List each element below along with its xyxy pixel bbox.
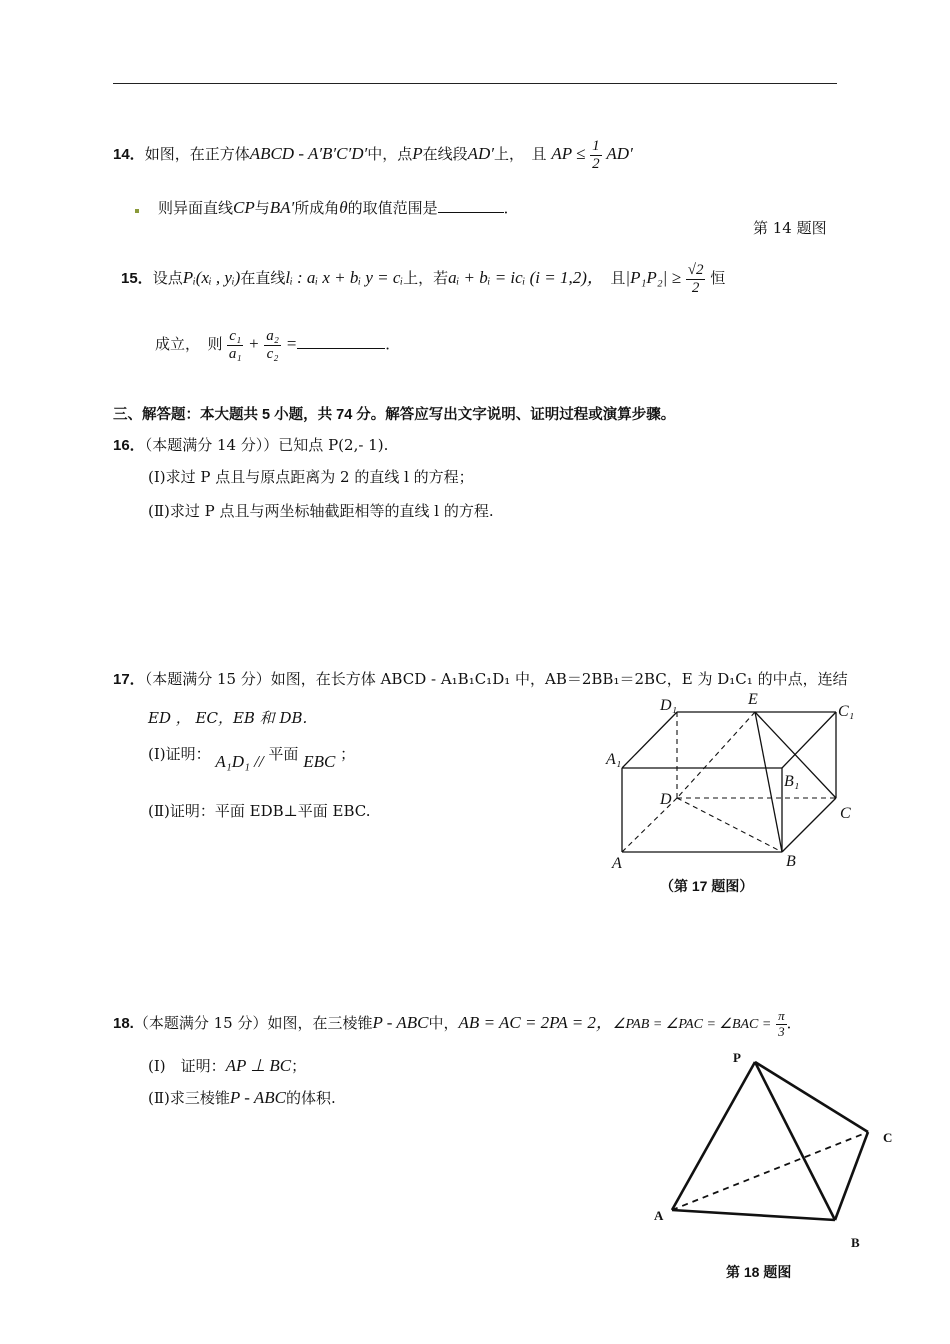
hidden-edge-db bbox=[677, 798, 782, 852]
q16-line1: 16．（本题满分 14 分））已知点 P(2,- 1). bbox=[113, 436, 389, 454]
label-a: A bbox=[612, 855, 622, 872]
q14-line2: 则异面直线CP与BA′所成角θ的取值范围是 ． bbox=[158, 198, 519, 217]
q17-line2: ED ， EC，EB 和 DB. bbox=[148, 709, 308, 727]
label-d1: D₁ bbox=[660, 697, 678, 714]
q18-tetrahedron-figure bbox=[640, 1040, 910, 1270]
edge-bc bbox=[782, 798, 836, 852]
q14-answer-blank[interactable] bbox=[438, 212, 504, 213]
label-e: E bbox=[748, 691, 758, 708]
q17-part2: (Ⅱ)证明：平面 EDB⊥平面 EBC. bbox=[148, 802, 371, 820]
q17-line1: 17．（本题满分 15 分）如图，在长方体 ABCD - A₁B₁C₁D₁ 中，AB＝2BB₁＝2BC，E 为 D₁C₁ 的中点，连结 bbox=[113, 670, 848, 688]
q15-line1: 15．设点Pᵢ(xᵢ , yᵢ)在直线lᵢ : aᵢ x + bᵢ y = cᵢ上，若aᵢ + bᵢ = icᵢ (i = 1,2)， 且|P₁P₂| ≥ $\frac{√2}{2}$ 恒 bbox=[121, 262, 726, 296]
label-a1: A₁ bbox=[606, 751, 622, 768]
q14-line1: 14．如图，在正方体ABCD - A′B′C′D′中，点P在线段AD′上， 且 AP ≤ $\frac{1}{2}$ AD′ bbox=[113, 138, 633, 172]
q18-part2: (Ⅱ)求三棱锥P - ABC的体积. bbox=[148, 1088, 336, 1107]
q17-part1: (Ⅰ)证明： A₁D₁ // 平面 EBC ； bbox=[148, 745, 356, 771]
edge-pa bbox=[672, 1062, 755, 1210]
edge-ab bbox=[672, 1210, 835, 1220]
hidden-edge-ed bbox=[677, 712, 755, 798]
edge-bc bbox=[835, 1132, 868, 1220]
q16-part1: (Ⅰ)求过 P 点且与原点距离为 2 的直线 l 的方程； bbox=[148, 468, 474, 486]
q15-sqrt-fraction: $\frac{√2}{2}$ bbox=[687, 262, 704, 296]
label-c: C bbox=[840, 805, 851, 822]
q15-fraction-c1-a1: $\frac{\text{c₁}}{\text{a₁}}$ bbox=[228, 328, 242, 362]
q18-line1: 18.（本题满分 15 分）如图，在三棱锥P - ABC中，AB = AC = 2PA = 2，∠PAB = ∠PAC = ∠BAC = $\frac{\pi}{3}$ ． bbox=[113, 1008, 802, 1039]
q14-figure-label: 第 14 题图 bbox=[753, 219, 827, 237]
q14-half-fraction: $\frac{1}{2}$ bbox=[592, 138, 600, 172]
q17-cuboid-figure bbox=[600, 690, 870, 900]
q15-line2: 成立， 则 $\frac{\text{c₁}}{\text{a₁}}$ + $\frac{\text{a₂}}{\text{c₂}}$ = ． bbox=[155, 328, 401, 362]
q18-figure-caption: 第 18 题图 bbox=[726, 1264, 792, 1280]
edge-eb bbox=[755, 712, 782, 852]
hidden-edge-ac bbox=[672, 1132, 868, 1210]
q18-pi-fraction: $\frac{\pi}{3}$ bbox=[778, 1008, 785, 1039]
label-b: B bbox=[851, 1235, 860, 1250]
edge-d1a1 bbox=[622, 712, 677, 768]
q17-figure-caption: （第 17 题图） bbox=[660, 878, 754, 894]
q16-part2: (Ⅱ)求过 P 点且与两坐标轴截距相等的直线 l 的方程. bbox=[148, 502, 494, 520]
q15-fraction-a2-c2: $\frac{\text{a₂}}{\text{c₂}}$ bbox=[266, 328, 279, 362]
header-rule bbox=[113, 83, 837, 84]
label-b: B bbox=[786, 853, 796, 870]
label-b1: B₁ bbox=[784, 773, 800, 790]
label-p: P bbox=[733, 1050, 741, 1065]
edge-b1c1 bbox=[782, 712, 836, 768]
label-c1: C₁ bbox=[838, 703, 855, 720]
label-a: A bbox=[654, 1208, 664, 1223]
q15-answer-blank[interactable] bbox=[297, 348, 385, 349]
section-3-heading: 三、解答题：本大题共 5 小题，共 74 分。解答应写出文字说明、证明过程或演算步骤。 bbox=[113, 407, 676, 423]
bullet-dot-icon bbox=[135, 209, 139, 213]
q18-part1: (Ⅰ) 证明：AP ⊥ BC； bbox=[148, 1056, 307, 1075]
q14-number: 14． bbox=[113, 146, 145, 163]
label-d: D bbox=[660, 791, 672, 808]
label-c: C bbox=[883, 1130, 893, 1145]
